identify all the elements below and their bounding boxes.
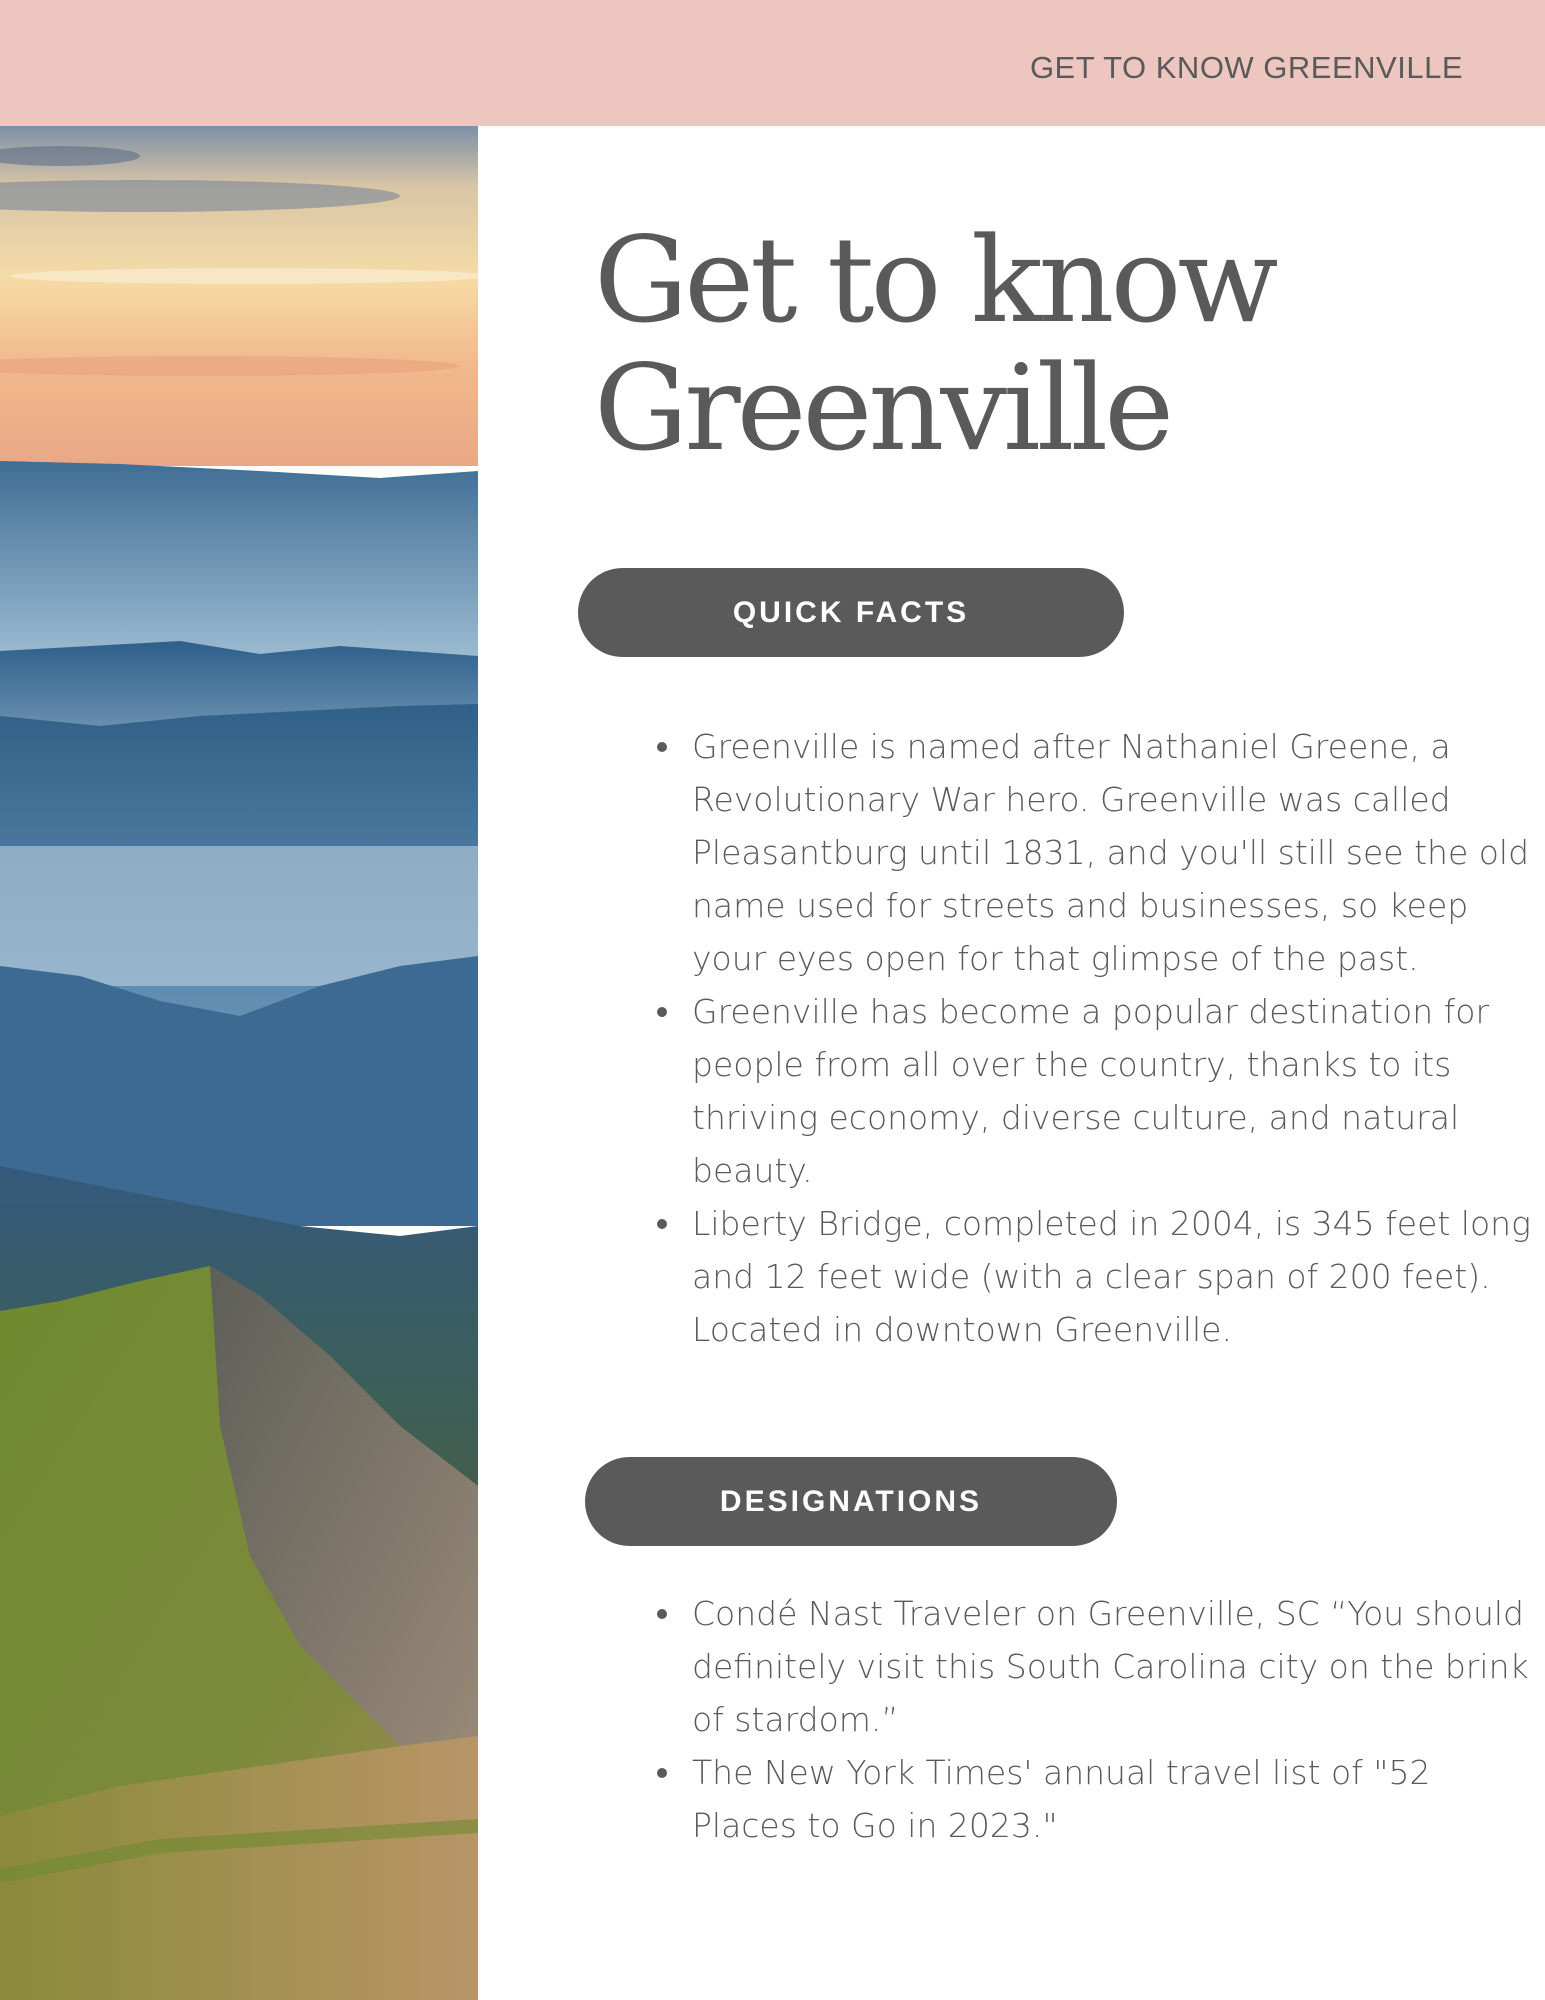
page-title: [594, 211, 1454, 477]
list-item: Greenville is named after Nathaniel Greene, a Revolutionary War hero. Greenville was called Pleasantburg until 1831, and you'll still see the old name used for streets and businesses, so keep your eyes open for that glimpse of the past.: [692, 720, 1542, 985]
page-title-line-1: Get to know: [594, 211, 1275, 349]
designations-list: [640, 1587, 1542, 1852]
list-item: Greenville has become a popular destination for people from all over the country, thanks to its thriving economy, diverse culture, and natural beauty.: [692, 985, 1542, 1197]
list-item: Liberty Bridge, completed in 2004, is 345 feet long and 12 feet wide (with a clear span of 200 feet). Located in downtown Greenville.: [692, 1197, 1542, 1356]
page-title-line-2: Greenville: [594, 339, 1171, 477]
list-item: Condé Nast Traveler on Greenville, SC “You should definitely visit this South Carolina city on the brink of stardom.”: [692, 1587, 1542, 1746]
designations-heading: DESIGNATIONS: [585, 1457, 1117, 1546]
list-item: The New York Times' annual travel list of "52 Places to Go in 2023.": [692, 1746, 1542, 1852]
quick-facts-list: [640, 720, 1542, 1356]
mountain-landscape-photo: [0, 126, 478, 2000]
header-band: [0, 0, 1545, 126]
header-label: GET TO KNOW GREENVILLE: [1029, 50, 1463, 85]
quick-facts-heading: QUICK FACTS: [578, 568, 1124, 657]
